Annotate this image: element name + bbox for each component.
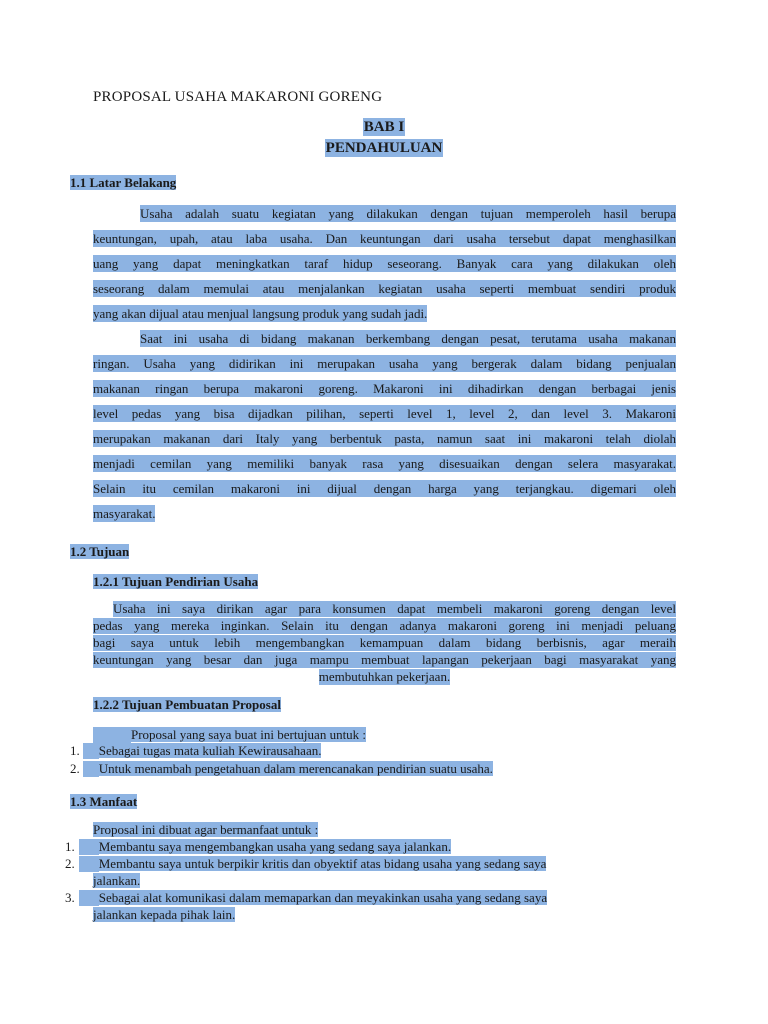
text-line-content: keuntungan, upah, atau laba usaha. Dan keuntungan dari usaha tersebut dapat menghasilkan (93, 231, 676, 246)
chapter-label-text: BAB I (363, 119, 405, 135)
subsection-heading-1-2-2 (93, 697, 281, 713)
list-item-number: 2. (65, 856, 75, 871)
text-line (93, 601, 676, 618)
list-intro-text: Proposal yang saya buat ini bertujuan untuk : (131, 727, 367, 742)
text-line (93, 480, 676, 505)
text-line (93, 305, 676, 330)
text-line-content: Usaha adalah suatu kegiatan yang dilakukan dengan tujuan memperoleh hasil berupa (140, 206, 676, 221)
paragraph-latar-belakang-1 (93, 205, 676, 330)
subsection-heading-1-2-1 (93, 574, 258, 590)
paragraph-latar-belakang-2 (93, 330, 676, 530)
text-line-content: menjadi cemilan yang memiliki banyak rasa yang disesuaikan dengan selera masyarakat. (93, 456, 676, 471)
list-intro (93, 822, 318, 838)
list-item-continuation (93, 873, 140, 889)
text-line-content: level pedas yang bisa dijadkan pilihan, seperti level 1, level 2, dan level 3. Makaroni (93, 406, 676, 421)
list-item (70, 761, 493, 777)
list-item (65, 839, 451, 855)
list-intro-text: Proposal ini dibuat agar bermanfaat untuk : (93, 822, 319, 837)
section-heading-1-2-text: 1.2 Tujuan (70, 544, 130, 559)
list-item-text: Membantu saya mengembangkan usaha yang sedang saya jalankan. (98, 839, 452, 854)
list-item-text: Sebagai tugas mata kuliah Kewirausahaan. (98, 743, 322, 758)
text-line (93, 355, 676, 380)
text-line-content: pedas yang mereka inginkan. Selain itu dengan adanya makaroni goreng ini menjadi peluang (93, 618, 676, 633)
list-item-number: 2. (70, 761, 80, 776)
subsection-heading-1-2-2-text: 1.2.2 Tujuan Pembuatan Proposal (93, 697, 281, 712)
text-line (93, 618, 676, 635)
text-line (93, 380, 676, 405)
paragraph-tujuan-pendirian (93, 601, 676, 686)
text-line-content: keuntungan yang besar dan juga mampu membuat lapangan pekerjaan bagi masyarakat yang (93, 652, 676, 667)
text-line (93, 280, 676, 305)
text-line-content: Usaha ini saya dirikan agar para konsumen dapat membeli makaroni goreng dengan level (113, 601, 676, 616)
document-title: PROPOSAL USAHA MAKARONI GORENG (93, 89, 383, 105)
section-heading-1-3-text: 1.3 Manfaat (70, 794, 138, 809)
text-line (93, 505, 676, 530)
list-item-text: jalankan. (93, 873, 141, 888)
list-item-text: jalankan kepada pihak lain. (93, 907, 236, 922)
list-item (65, 856, 546, 872)
chapter-title-text: PENDAHULUAN (325, 140, 443, 156)
list-intro (93, 727, 366, 743)
chapter-title (0, 140, 768, 157)
text-line-content: bagi saya untuk lebih mengembangkan kemampuan dalam bidang berbisnis, agar meraih (93, 635, 676, 650)
list-item-continuation (93, 907, 235, 923)
list-item-number: 3. (65, 890, 75, 905)
text-line (93, 669, 676, 686)
text-line-content: uang yang dapat meningkatkan taraf hidup seseorang. Banyak cara yang dilakukan oleh (93, 256, 676, 271)
text-line (93, 255, 676, 280)
list-item (70, 743, 321, 759)
text-line-content: makanan ringan berupa makaroni goreng. Makaroni ini dihadirkan dengan berbagai jenis (93, 381, 676, 396)
text-line (93, 635, 676, 652)
list-item-text: Untuk menambah pengetahuan dalam merencanakan pendirian suatu usaha. (98, 761, 493, 776)
text-line (93, 330, 676, 355)
list-item-text: Membantu saya untuk berpikir kritis dan obyektif atas bidang usaha yang sedang saya (98, 856, 547, 871)
text-line (93, 405, 676, 430)
text-line-content: ringan. Usaha yang didirikan ini merupakan usaha yang bergerak dalam bidang penjualan (93, 356, 676, 371)
text-line-content: membutuhkan pekerjaan. (318, 669, 451, 684)
subsection-heading-1-2-1-text: 1.2.1 Tujuan Pendirian Usaha (93, 574, 259, 589)
text-line-content: merupakan makanan dari Italy yang berbentuk pasta, namun saat ini makaroni telah diolah (93, 431, 676, 446)
list-item-text: Sebagai alat komunikasi dalam memaparkan dan meyakinkan usaha yang sedang saya (98, 890, 548, 905)
list-item-number: 1. (65, 839, 75, 854)
text-line (93, 430, 676, 455)
section-heading-1-3 (70, 794, 137, 810)
section-heading-1-1-text: 1.1 Latar Belakang (70, 175, 177, 190)
list-item-number: 1. (70, 743, 80, 758)
text-line-content: Selain itu cemilan makaroni ini dijual dengan harga yang terjangkau. digemari oleh (93, 481, 676, 496)
text-line (93, 205, 676, 230)
section-heading-1-1 (70, 175, 176, 191)
text-line (93, 652, 676, 669)
text-line-content: masyarakat. (93, 506, 156, 521)
text-line (93, 230, 676, 255)
list-item (65, 890, 547, 906)
text-line-content: seseorang dalam memulai atau menjalankan kegiatan usaha seperti membuat sendiri produk (93, 281, 676, 296)
text-line-content: yang akan dijual atau menjual langsung produk yang sudah jadi. (93, 306, 428, 321)
text-line-content: Saat ini usaha di bidang makanan berkembang dengan pesat, terutama usaha makanan (140, 331, 676, 346)
chapter-label (0, 119, 768, 136)
text-line (93, 455, 676, 480)
section-heading-1-2 (70, 544, 129, 560)
